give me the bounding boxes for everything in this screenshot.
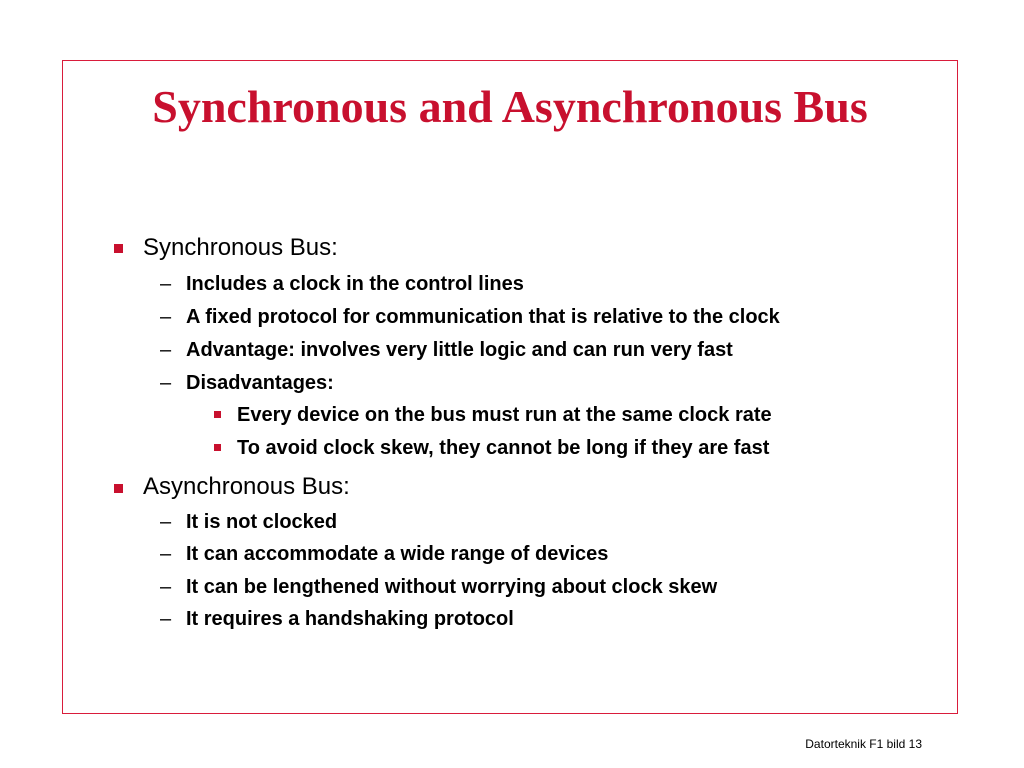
dash-icon: – [160, 372, 172, 394]
section-heading-synchronous: Synchronous Bus: [143, 234, 338, 261]
list-item: Includes a clock in the control lines [186, 273, 524, 295]
section-heading-asynchronous: Asynchronous Bus: [143, 473, 350, 500]
list-item: It can accommodate a wide range of devices [186, 543, 609, 565]
dash-icon: – [160, 306, 172, 328]
list-item: Advantage: involves very little logic and can run very fast [186, 339, 733, 361]
dash-icon: – [160, 339, 172, 361]
dash-icon: – [160, 608, 172, 630]
dash-icon: – [160, 576, 172, 598]
sub-list-item: To avoid clock skew, they cannot be long if they are fast [237, 437, 770, 459]
square-bullet-icon [214, 444, 221, 451]
list-item: It is not clocked [186, 511, 338, 533]
dash-icon: – [160, 273, 172, 295]
list-item: A fixed protocol for communication that is relative to the clock [186, 306, 780, 328]
dash-icon: – [160, 511, 172, 533]
square-bullet-icon [214, 411, 221, 418]
sub-list-item: Every device on the bus must run at the same clock rate [237, 404, 772, 426]
slide-footer: Datorteknik F1 bild 13 [805, 737, 922, 751]
slide-title: Synchronous and Asynchronous Bus [152, 81, 868, 132]
list-item: Disadvantages: [186, 372, 334, 394]
square-bullet-icon [114, 484, 123, 493]
square-bullet-icon [114, 244, 123, 253]
dash-icon: – [160, 543, 172, 565]
list-item: It can be lengthened without worrying about clock skew [186, 576, 718, 598]
list-item: It requires a handshaking protocol [186, 608, 514, 630]
